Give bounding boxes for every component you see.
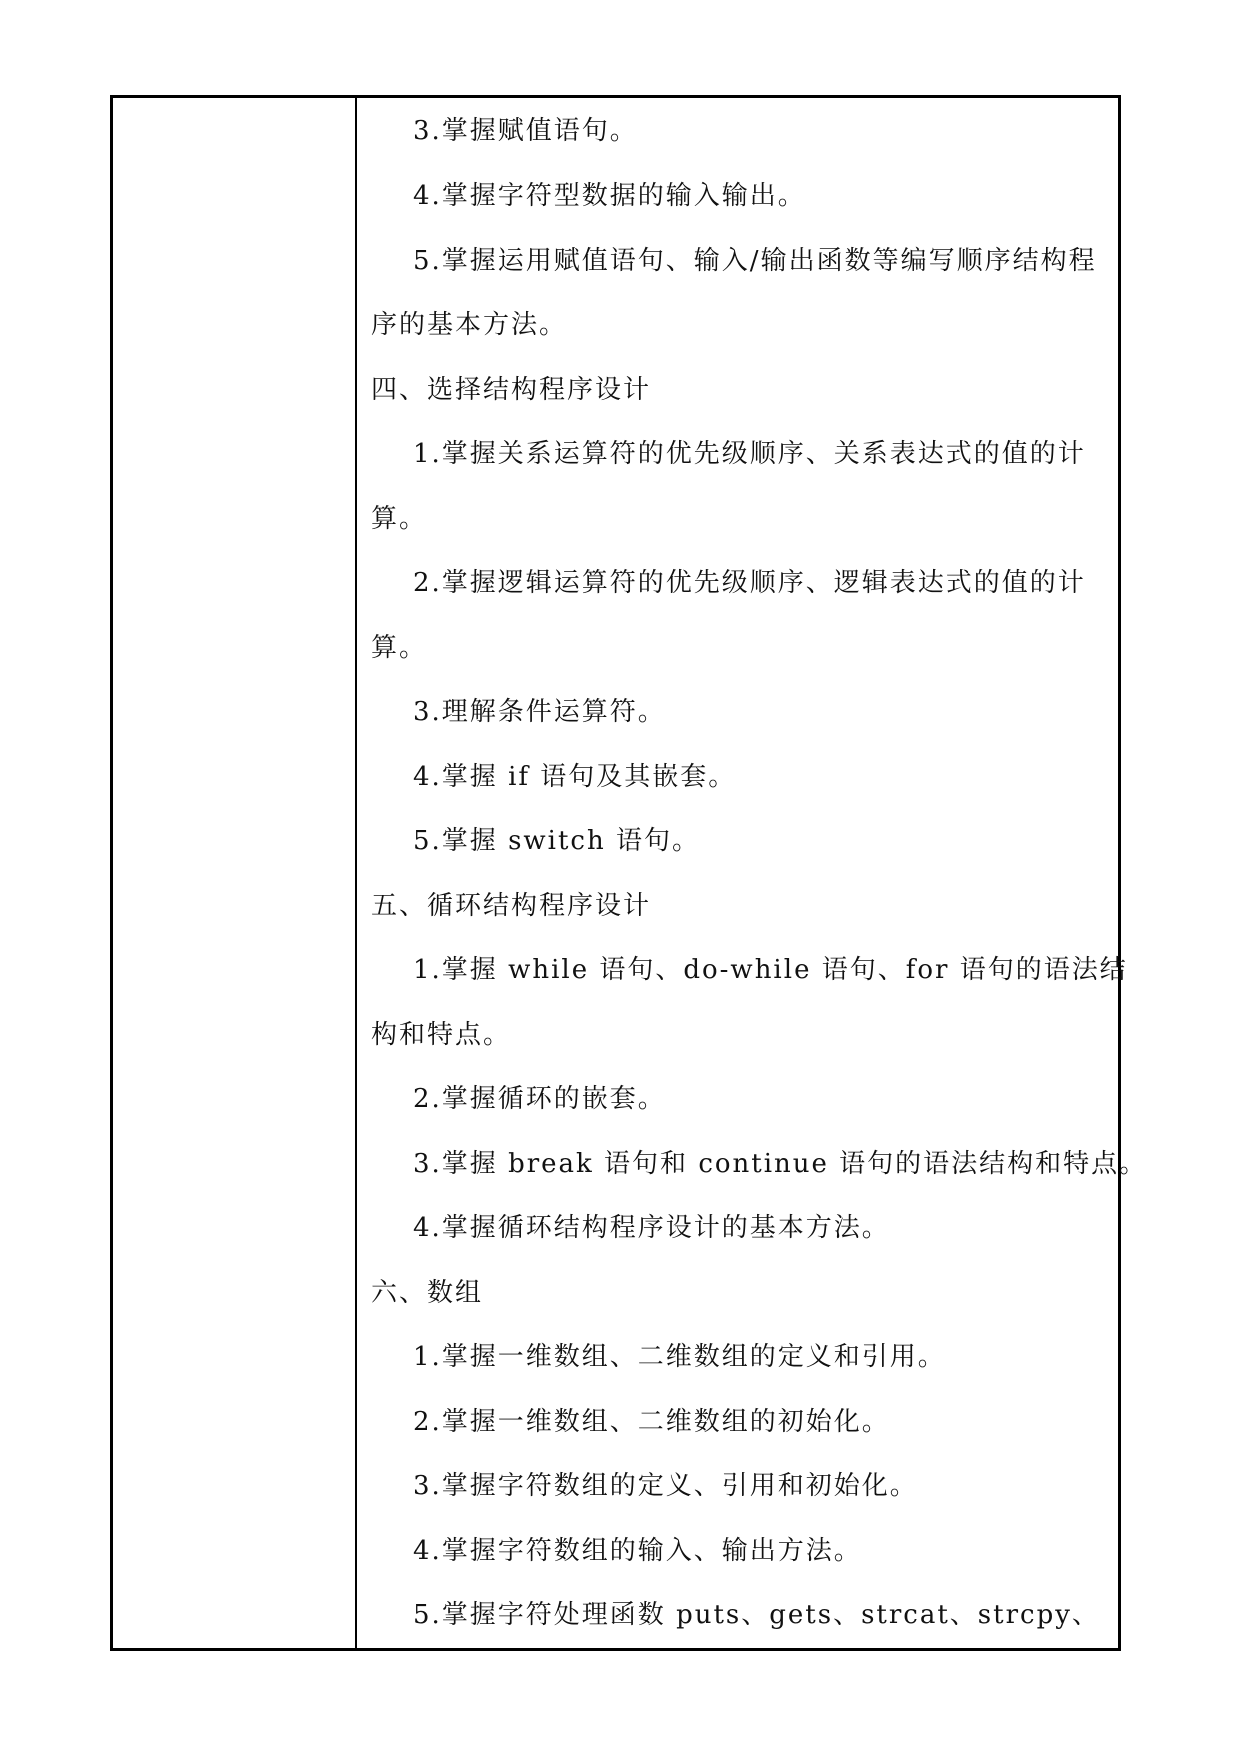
section-heading: 四、选择结构程序设计: [371, 374, 652, 405]
text-line: 4.掌握 if 语句及其嵌套。: [413, 761, 737, 792]
text-line: 4.掌握字符型数据的输入输出。: [413, 181, 806, 211]
text-line-continuation: 算。: [371, 503, 428, 534]
text-line: 3.掌握 break 语句和 continue 语句的语法结构和特点。: [413, 1148, 1148, 1179]
syllabus-table: [110, 95, 1148, 1651]
section-heading: 六、数组: [371, 1277, 484, 1308]
text-line: 1.掌握一维数组、二维数组的定义和引用。: [413, 1342, 946, 1372]
table-content-cell: [357, 98, 1157, 1648]
text-line: 5.掌握字符处理函数 puts、gets、strcat、strcpy、: [413, 1600, 1100, 1630]
text-line: 4.掌握字符数组的输入、输出方法。: [413, 1535, 862, 1566]
text-line: 2.掌握逻辑运算符的优先级顺序、逻辑表达式的值的计: [413, 568, 1086, 598]
text-line: 3.掌握字符数组的定义、引用和初始化。: [413, 1471, 918, 1501]
text-line: 5.掌握运用赋值语句、输入/输出函数等编写顺序结构程: [413, 245, 1097, 276]
text-line: 1.掌握 while 语句、do-while 语句、for 语句的语法结: [413, 955, 1128, 985]
text-line-continuation: 构和特点。: [371, 1019, 512, 1050]
text-line: 3.掌握赋值语句。: [413, 116, 638, 146]
text-line-continuation: 序的基本方法。: [371, 310, 568, 340]
text-line: 2.掌握一维数组、二维数组的初始化。: [413, 1406, 890, 1437]
table-left-cell: [113, 98, 357, 1648]
section-heading: 五、循环结构程序设计: [371, 890, 652, 921]
text-line: 4.掌握循环结构程序设计的基本方法。: [413, 1213, 890, 1243]
text-line: 3.理解条件运算符。: [413, 697, 666, 727]
text-line-continuation: 算。: [371, 632, 428, 663]
text-line: 1.掌握关系运算符的优先级顺序、关系表达式的值的计: [413, 439, 1086, 469]
text-line: 5.掌握 switch 语句。: [413, 826, 701, 856]
text-line: 2.掌握循环的嵌套。: [413, 1084, 666, 1114]
